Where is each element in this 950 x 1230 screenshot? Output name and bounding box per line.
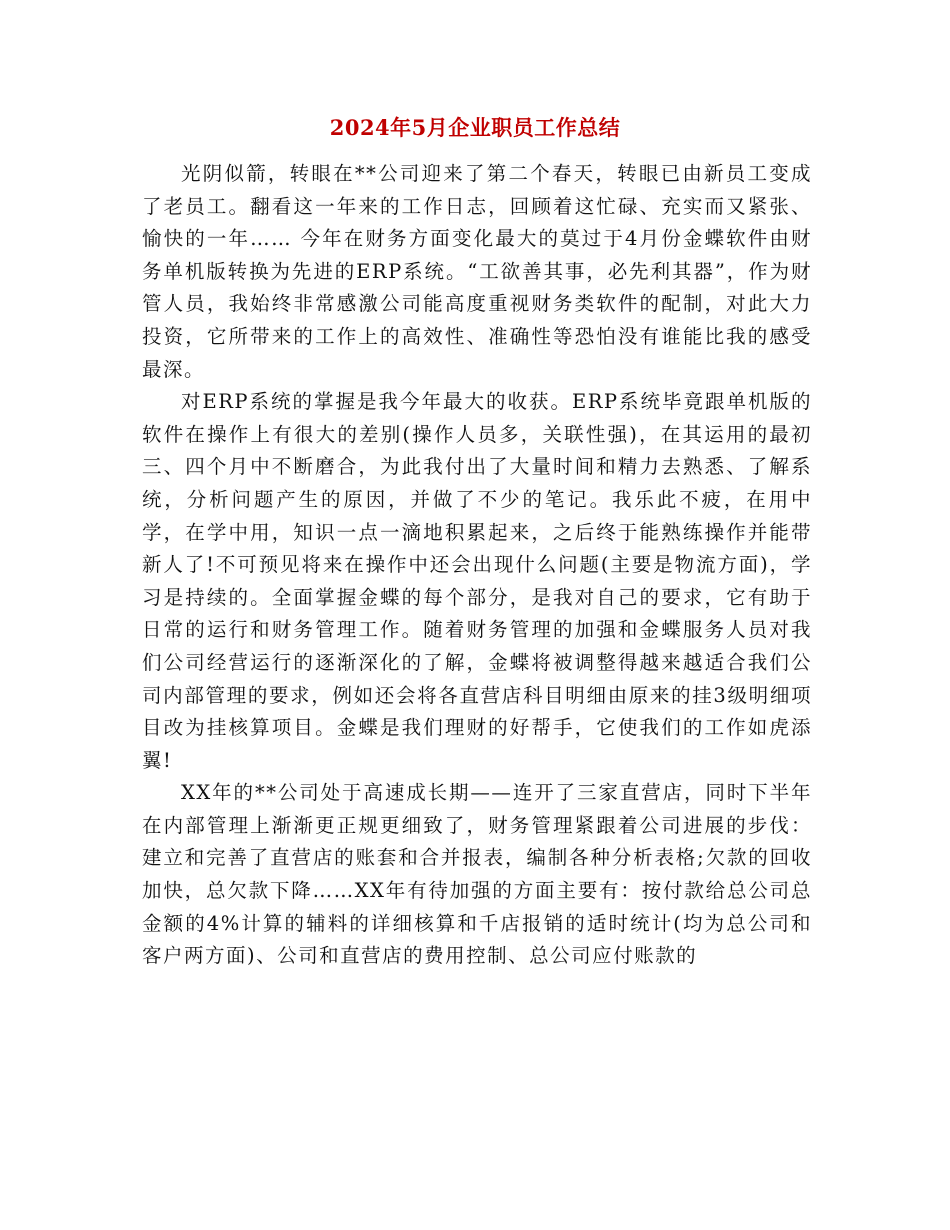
document-title: 2024年5月企业职员工作总结 xyxy=(329,115,621,140)
paragraph-2: 对ERP系统的掌握是我今年最大的收获。ERP系统毕竟跟单机版的软件在操作上有很大的差别(操作人员多，关联性强)，在其运用的最初三、四个月中不断磨合，为此我付出了大量时间和精力去熟悉、了解系统，分析问题产生的原因，并做了不少的笔记。我乐此不疲，在用中学，在学中用，知识一点一滴地积累起来，之后终于能熟练操作并能带新人了!不可预见将来在操作中还会出现什么问题(主要是物流方面)，学习是持续的。全面掌握金蝶的每个部分，是我对自己的要求，它有助于日常的运行和财务管理工作。随着财务管理的加强和金蝶服务人员对我们公司经营运行的逐渐深化的了解，金蝶将被调整得越来越适合我们公司内部管理的要求，例如还会将各直营店科目明细由原来的挂3级明细项目改为挂核算项目。金蝶是我们理财的好帮手，它使我们的工作如虎添翼! xyxy=(142,390,812,772)
paragraph-3: XX年的**公司处于高速成长期——连开了三家直营店，同时下半年在内部管理上渐渐更正规更细致了，财务管理紧跟着公司进展的步伐：建立和完善了直营店的账套和合并报表，编制各种分析表格;欠款的回收加快，总欠款下降……XX年有待加强的方面主要有：按付款给总公司总金额的4%计算的辅料的详细核算和千店报销的适时统计(均为总公司和客户两方面)、公司和直营店的费用控制、总公司应付账款的 xyxy=(142,781,812,968)
document-body xyxy=(142,158,812,973)
paragraph-1: 光阴似箭，转眼在**公司迎来了第二个春天，转眼已由新员工变成了老员工。翻看这一年来的工作日志，回顾着这忙碌、充实而又紧张、愉快的一年…… 今年在财务方面变化最大的莫过于4月份金蝶软件由财务单机版转换为先进的ERP系统。“工欲善其事，必先利其器”，作为财管人员，我始终非常感激公司能高度重视财务类软件的配制，对此大力投资，它所带来的工作上的高效性、准确性等恐怕没有谁能比我的感受最深。 xyxy=(142,162,812,381)
